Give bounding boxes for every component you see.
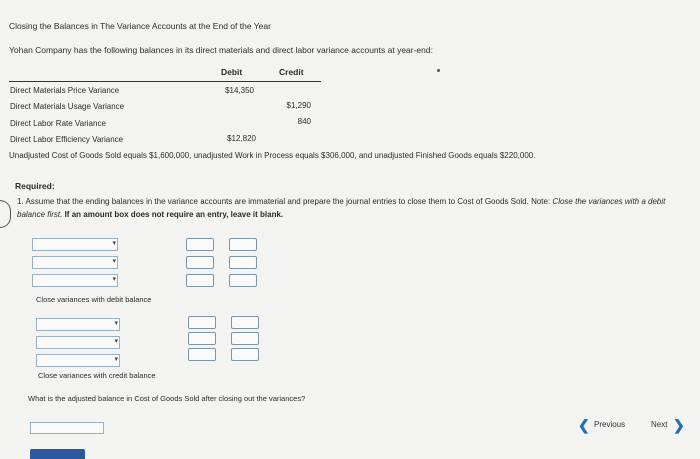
row-credit-dm-usage: $1,290	[286, 101, 311, 110]
previous-label: Previous	[594, 420, 626, 429]
credit-entry-debit-amount-2[interactable]	[188, 332, 216, 345]
row-label-dm-price: Direct Materials Price Variance	[10, 86, 120, 95]
intro-text: Yohan Company has the following balances in its direct materials and direct labor variance accounts at year-end:	[9, 45, 433, 55]
adjusted-cogs-input[interactable]	[30, 422, 104, 434]
next-button[interactable]	[651, 417, 685, 433]
page-title: Closing the Balances in The Variance Accounts at the End of the Year	[9, 21, 271, 31]
row-debit-dl-efficiency: $12,820	[227, 134, 256, 143]
debit-column-header: Debit	[221, 67, 243, 77]
debit-entry-credit-amount-2[interactable]	[229, 256, 257, 269]
question-note-italic: Close the variances with a debit balance first.	[17, 197, 666, 219]
debit-entry-credit-amount-1[interactable]	[229, 238, 257, 251]
credit-entry-account-select-2[interactable]	[36, 336, 120, 349]
row-debit-dm-price: $14,350	[225, 86, 254, 95]
credit-entry-credit-amount-2[interactable]	[231, 332, 259, 345]
row-credit-dl-rate: 840	[297, 117, 311, 126]
debit-entry-debit-amount-3[interactable]	[186, 274, 214, 287]
credit-entry-credit-amount-3[interactable]	[231, 348, 259, 361]
question-marker	[0, 200, 11, 228]
debit-entry-debit-amount-1[interactable]	[186, 238, 214, 251]
credit-section-label: Close variances with credit balance	[38, 371, 156, 380]
row-label-dl-efficiency: Direct Labor Efficiency Variance	[10, 135, 124, 144]
debit-entry-account-select-3[interactable]	[32, 274, 118, 287]
adjusted-cogs-question: What is the adjusted balance in Cost of Goods Sold after closing out the variances?	[28, 394, 306, 403]
cursor-dot	[437, 69, 440, 72]
question-bold-instruction: If an amount box does not require an entry, leave it blank.	[62, 210, 284, 219]
table-header-rule	[9, 81, 321, 82]
debit-entry-debit-amount-2[interactable]	[186, 256, 214, 269]
credit-entry-debit-amount-1[interactable]	[188, 316, 216, 329]
debit-entry-account-select-1[interactable]	[32, 238, 118, 251]
check-my-work-button[interactable]	[30, 449, 85, 459]
required-label: Required:	[15, 181, 55, 191]
credit-entry-debit-amount-3[interactable]	[188, 348, 216, 361]
unadjusted-balances-note: Unadjusted Cost of Goods Sold equals $1,600,000, unadjusted Work in Process equals $306,000, and unadjusted Finished Goods equals $220,000.	[9, 151, 536, 160]
credit-entry-credit-amount-1[interactable]	[231, 316, 259, 329]
debit-section-label: Close variances with debit balance	[36, 295, 152, 304]
credit-entry-account-select-3[interactable]	[36, 354, 120, 367]
chevron-left-icon: ❮	[578, 417, 590, 433]
question-plain: 1. Assume that the ending balances in the variance accounts are immaterial and prepare the journal entries to close them to Cost of Goods Sold. Note:	[17, 197, 553, 206]
credit-entry-account-select-1[interactable]	[36, 318, 120, 331]
row-label-dl-rate: Direct Labor Rate Variance	[10, 119, 106, 128]
previous-button[interactable]	[578, 417, 626, 433]
row-label-dm-usage: Direct Materials Usage Variance	[10, 102, 125, 111]
credit-column-header: Credit	[279, 67, 304, 77]
question-text	[17, 195, 677, 221]
chevron-right-icon: ❯	[673, 417, 685, 433]
next-label: Next	[651, 420, 668, 429]
debit-entry-credit-amount-3[interactable]	[229, 274, 257, 287]
debit-entry-account-select-2[interactable]	[32, 256, 118, 269]
